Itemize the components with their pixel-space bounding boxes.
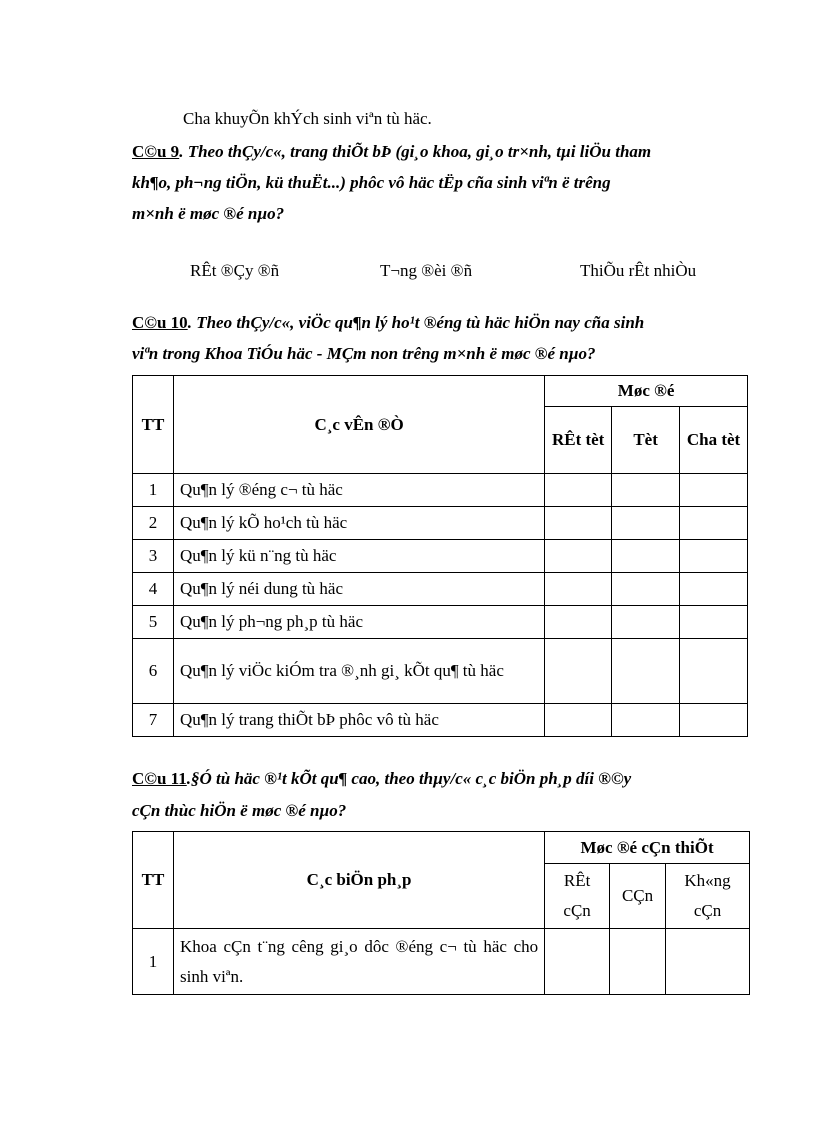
q9-text1: . Theo thÇy/c«, trang thiÕt bÞ (gi¸o khoa, gi¸o tr×nh, tµi liÖu tham bbox=[179, 142, 652, 161]
q9-option-1: RÊt ®Çy ®ñ bbox=[190, 261, 280, 280]
q10-row-text: Qu¶n lý néi dung tù häc bbox=[173, 573, 544, 606]
q10-table bbox=[132, 375, 748, 737]
q10-cell[interactable] bbox=[545, 639, 612, 704]
intro-line: Cha khuyÕn khÝch sinh viªn tù häc. bbox=[183, 109, 432, 128]
q9-option-2: T¬ng ®èi ®ñ bbox=[380, 261, 473, 280]
q10-cell[interactable] bbox=[545, 573, 612, 606]
q10-line2: viªn trong Khoa TiÓu häc - MÇm non trêng m×nh ë møc ®é nµo? bbox=[132, 344, 596, 363]
q10-cell[interactable] bbox=[612, 704, 680, 737]
q11-row-text: Khoa cÇn t¨ng cêng gi¸o dôc ®éng c¬ tù häc cho sinh viªn. bbox=[173, 929, 544, 995]
q10-header-tt: TT bbox=[133, 376, 174, 474]
q11-header-sub1: RÊt cÇn bbox=[545, 864, 610, 929]
q11-header-group: Møc ®é cÇn thiÕt bbox=[545, 832, 750, 864]
q11-line2: cÇn thùc hiÖn ë møc ®é nµo? bbox=[132, 801, 347, 820]
q9-label: C©u 9 bbox=[132, 142, 180, 161]
q10-row-num: 1 bbox=[133, 474, 174, 507]
q10-row-num: 4 bbox=[133, 573, 174, 606]
q10-header-sub1: RÊt tèt bbox=[545, 407, 612, 474]
q10-row-text: Qu¶n lý kü n¨ng tù häc bbox=[173, 540, 544, 573]
q10-label: C©u 10 bbox=[132, 313, 188, 332]
q10-cell[interactable] bbox=[545, 540, 612, 573]
q11-header-sub2: CÇn bbox=[610, 864, 666, 929]
q10-header-item: C¸c vÊn ®Ò bbox=[173, 376, 544, 474]
q10-row-text: Qu¶n lý viÖc kiÓm tra ®¸nh gi¸ kÕt qu¶ tù häc bbox=[173, 639, 544, 704]
q11-row-num: 1 bbox=[133, 929, 174, 995]
q11-cell[interactable] bbox=[666, 929, 750, 995]
q10-cell[interactable] bbox=[612, 639, 680, 704]
q10-row-num: 5 bbox=[133, 606, 174, 639]
q11-table bbox=[132, 831, 750, 995]
q11-header-item: C¸c biÖn ph¸p bbox=[173, 832, 544, 929]
q10-header-sub3: Cha tèt bbox=[680, 407, 748, 474]
q10-cell[interactable] bbox=[680, 606, 748, 639]
q11-header-sub3: Kh«ng cÇn bbox=[666, 864, 750, 929]
q9-option-3: ThiÕu rÊt nhiÒu bbox=[580, 261, 697, 280]
q10-cell[interactable] bbox=[680, 540, 748, 573]
q10-cell[interactable] bbox=[545, 507, 612, 540]
q10-cell[interactable] bbox=[545, 606, 612, 639]
q11-line1 bbox=[132, 770, 631, 787]
q9-line3: m×nh ë møc ®é nµo? bbox=[132, 204, 285, 223]
q10-cell[interactable] bbox=[680, 573, 748, 606]
q10-cell[interactable] bbox=[680, 704, 748, 737]
q10-cell[interactable] bbox=[612, 507, 680, 540]
q10-cell[interactable] bbox=[680, 507, 748, 540]
q10-row-text: Qu¶n lý kÕ ho¹ch tù häc bbox=[173, 507, 544, 540]
q10-cell[interactable] bbox=[612, 606, 680, 639]
q9-line1 bbox=[132, 143, 651, 160]
q11-cell[interactable] bbox=[545, 929, 610, 995]
q10-header-sub2: Tèt bbox=[612, 407, 680, 474]
q10-row-num: 6 bbox=[133, 639, 174, 704]
q10-line1 bbox=[132, 314, 644, 331]
q10-cell[interactable] bbox=[545, 704, 612, 737]
q9-line2: kh¶o, ph¬ng tiÖn, kü thuËt...) phôc vô häc tËp cña sinh viªn ë trêng bbox=[132, 173, 611, 192]
q10-row-text: Qu¶n lý trang thiÕt bÞ phôc vô tù häc bbox=[173, 704, 544, 737]
q10-cell[interactable] bbox=[680, 474, 748, 507]
q10-cell[interactable] bbox=[612, 573, 680, 606]
q10-cell[interactable] bbox=[680, 639, 748, 704]
q11-text1: .§Ó tù häc ®¹t kÕt qu¶ cao, theo thµy/c« c¸c biÖn ph¸p díi ®©y bbox=[186, 769, 632, 788]
q10-text1: . Theo thÇy/c«, viÖc qu¶n lý ho¹t ®éng tù häc hiÖn nay cña sinh bbox=[187, 313, 645, 332]
q10-cell[interactable] bbox=[545, 474, 612, 507]
q10-header-group: Møc ®é bbox=[545, 376, 748, 407]
q10-row-num: 7 bbox=[133, 704, 174, 737]
q10-row-num: 2 bbox=[133, 507, 174, 540]
q11-header-tt: TT bbox=[133, 832, 174, 929]
q10-cell[interactable] bbox=[612, 540, 680, 573]
q10-cell[interactable] bbox=[612, 474, 680, 507]
q10-row-num: 3 bbox=[133, 540, 174, 573]
q11-label: C©u 11 bbox=[132, 769, 187, 788]
q11-cell[interactable] bbox=[610, 929, 666, 995]
q10-row-text: Qu¶n lý ph¬ng ph¸p tù häc bbox=[173, 606, 544, 639]
q10-row-text: Qu¶n lý ®éng c¬ tù häc bbox=[173, 474, 544, 507]
